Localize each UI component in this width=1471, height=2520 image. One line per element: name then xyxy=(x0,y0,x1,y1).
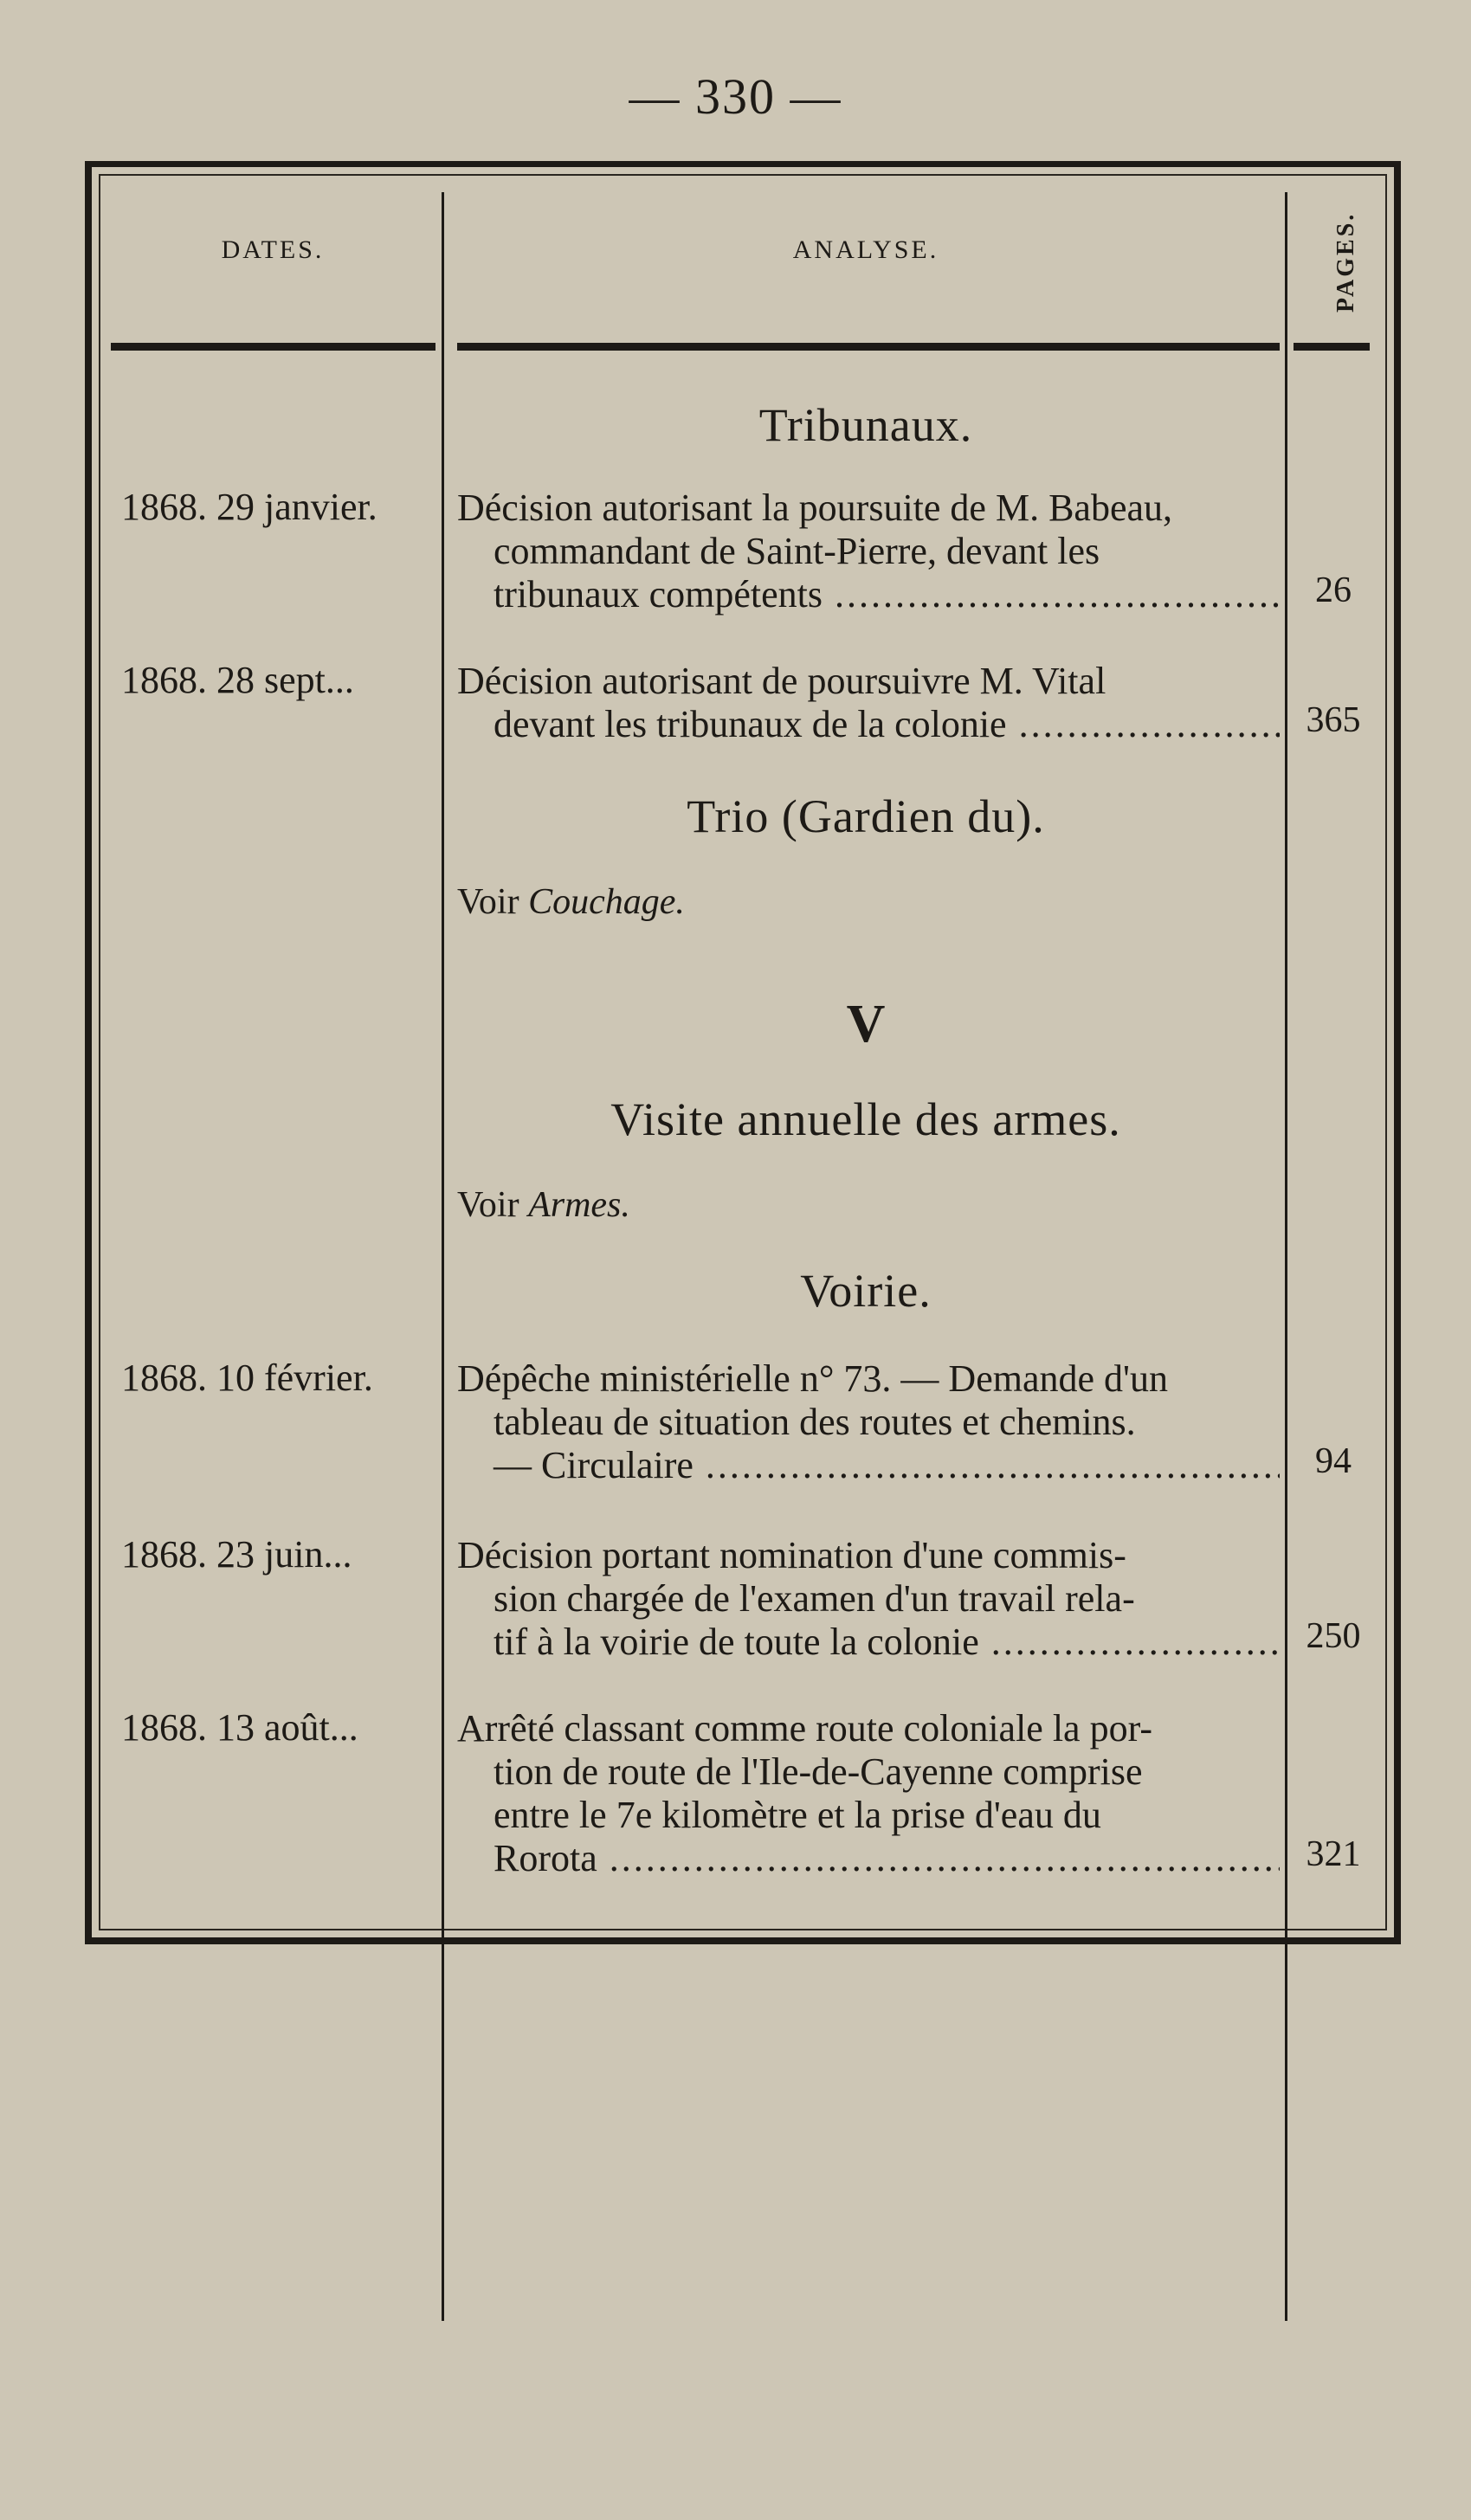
entry-analysis xyxy=(457,1534,1280,1664)
entry-line: Décision autorisant la poursuite de M. Babeau, xyxy=(457,487,1173,529)
entry-line: tribunaux compétents ..... xyxy=(457,573,1280,616)
entry-line: tableau de situation des routes et chemins. xyxy=(494,1401,1136,1443)
entry-analysis xyxy=(457,1357,1280,1487)
entry-line: Décision autorisant de poursuivre M. Vital xyxy=(457,660,1106,702)
header-rule-dates xyxy=(111,343,435,351)
entry-date: 1868. 28 sept... xyxy=(121,659,354,701)
entry-page-ref: 365 xyxy=(1306,700,1361,740)
entry-line: devant les tribunaux de la colonie ..... xyxy=(457,703,1280,746)
pages-column-divider xyxy=(1285,192,1287,2321)
entry-date: 1868. 29 janvier. xyxy=(121,486,377,528)
page-number: — 330 — xyxy=(629,68,842,125)
entry-line: Décision portant nomination d'une commis- xyxy=(457,1534,1126,1576)
entry-date: 1868. 23 juin... xyxy=(121,1533,352,1576)
entry-analysis xyxy=(457,1707,1280,1880)
section-title-visite: Visite annuelle des armes. xyxy=(610,1093,1121,1145)
entry-line: — Circulaire ..... xyxy=(457,1444,1280,1487)
entry-line: tif à la voirie de toute la colonie ..... xyxy=(457,1621,1280,1664)
see-also-reference: Armes. xyxy=(528,1185,630,1225)
entry-line: tion de route de l'Ile-de-Cayenne comprise xyxy=(494,1750,1143,1793)
section-title-tribunaux: Tribunaux. xyxy=(758,399,973,451)
entry-date: 1868. 10 février. xyxy=(121,1357,373,1399)
entry-page-ref: 250 xyxy=(1306,1616,1361,1656)
entry-line: Arrêté classant comme route coloniale la por- xyxy=(457,1707,1152,1750)
entry-line: sion chargée de l'examen d'un travail rela- xyxy=(494,1577,1135,1620)
letter-heading-v: V xyxy=(846,995,886,1054)
header-rule-analyse xyxy=(457,343,1280,351)
entry-analysis xyxy=(457,487,1280,616)
see-also-trio xyxy=(457,881,685,923)
entry-date: 1868. 13 août... xyxy=(121,1706,358,1749)
see-also-prefix: Voir xyxy=(457,882,519,922)
header-pages: PAGES. xyxy=(1332,211,1359,313)
entry-line: Rorota ..... xyxy=(457,1837,1280,1880)
entry-line: commandant de Saint-Pierre, devant les xyxy=(494,530,1100,572)
dates-column-divider xyxy=(442,192,444,2321)
entry-line: Dépêche ministérielle n° 73. — Demande d'un xyxy=(457,1357,1168,1400)
entry-page-ref: 26 xyxy=(1315,570,1352,610)
entry-analysis xyxy=(457,660,1280,746)
entry-page-ref: 321 xyxy=(1306,1834,1361,1874)
see-also-visite xyxy=(457,1184,630,1226)
header-rule-pages xyxy=(1294,343,1370,351)
see-also-prefix: Voir xyxy=(457,1185,519,1225)
header-analyse: ANALYSE. xyxy=(792,235,939,264)
see-also-reference: Couchage. xyxy=(528,882,685,922)
entry-page-ref: 94 xyxy=(1315,1441,1352,1481)
entry-line: entre le 7e kilomètre et la prise d'eau du xyxy=(494,1794,1101,1836)
section-title-trio: Trio (Gardien du). xyxy=(687,790,1045,842)
section-title-voirie: Voirie. xyxy=(800,1265,932,1317)
header-dates: DATES. xyxy=(221,235,325,264)
